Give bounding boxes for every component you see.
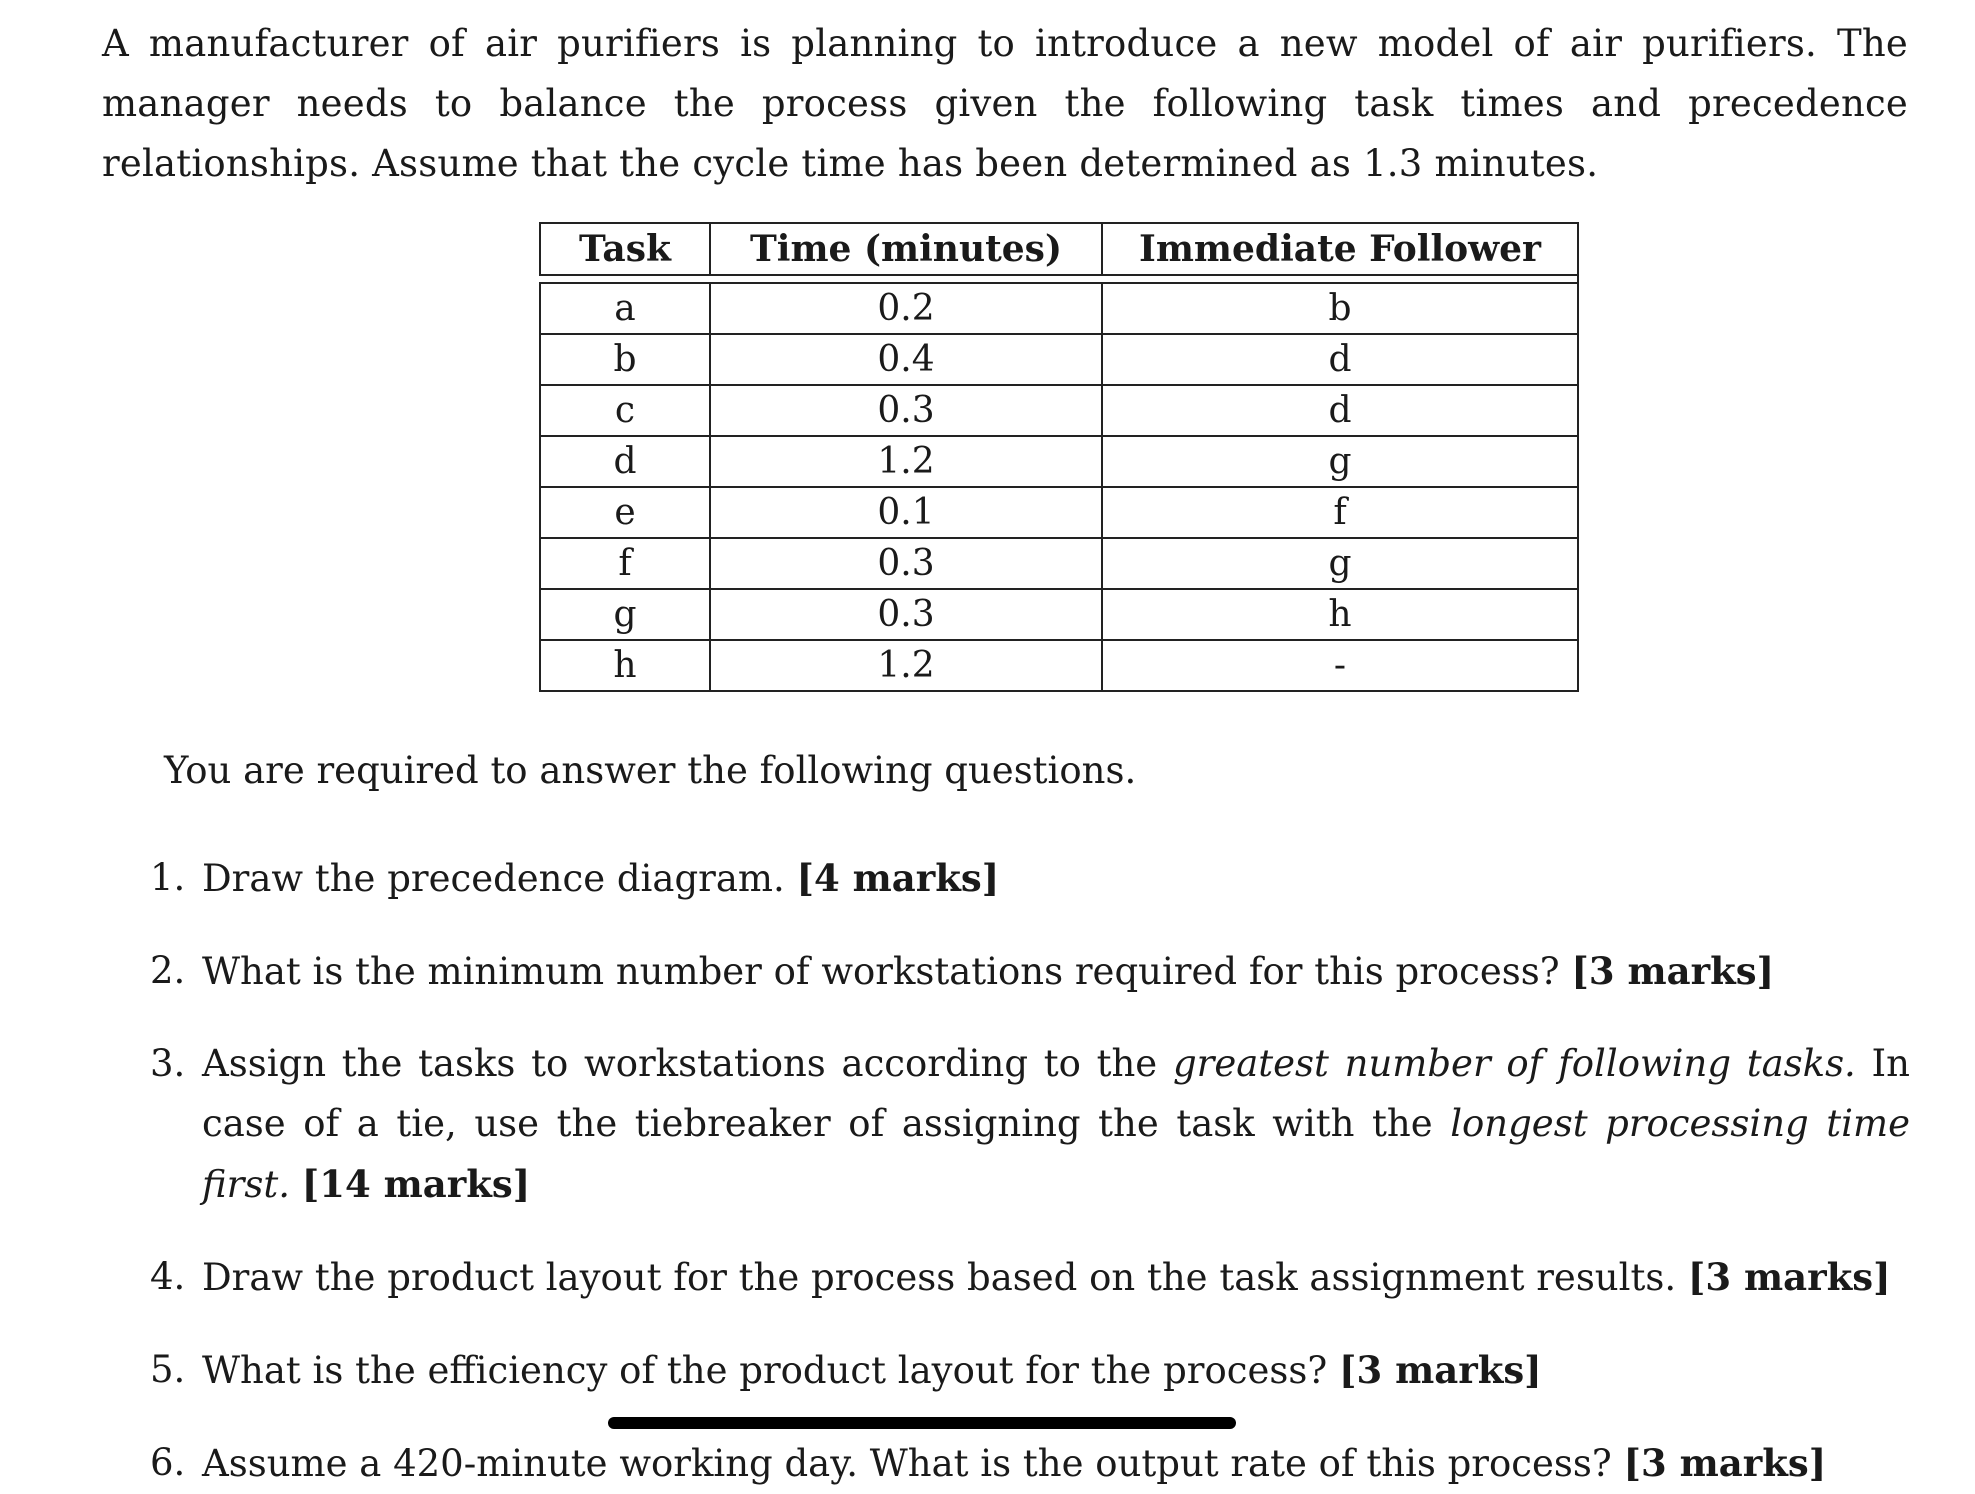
cell-follower: f [1101, 488, 1579, 539]
cell-task: a [539, 282, 709, 335]
task-table-container [539, 222, 1579, 692]
question-marks: [3 marks] [1623, 1441, 1827, 1485]
cell-time: 0.4 [709, 335, 1101, 386]
question-text: Assume a 420-minute working day. What is the output rate of this process? [202, 1442, 1612, 1485]
table-row [539, 641, 1579, 692]
question-list [150, 848, 1910, 1494]
table-row [539, 590, 1579, 641]
task-table [539, 222, 1579, 692]
question-marks: [3 marks] [1571, 949, 1775, 993]
intro-paragraph: A manufacturer of air purifiers is planning to introduce a new model of air purifiers. The manager needs to balance the process given the following task times and precedence relationships. Assume that the cycle time has been determined as 1.3 minutes. [102, 22, 1908, 185]
question-text: What is the efficiency of the product layout for the process? [202, 1349, 1328, 1392]
cell-follower: g [1101, 437, 1579, 488]
question-number: 4. [150, 1255, 186, 1298]
cell-time: 0.3 [709, 590, 1101, 641]
question-marks: [4 marks] [796, 856, 1000, 900]
cell-time: 1.2 [709, 641, 1101, 692]
question-number: 3. [150, 1042, 186, 1085]
question-text: Draw the product layout for the process based on the task assignment results. [202, 1256, 1677, 1299]
question-item [150, 848, 1910, 909]
cell-task: c [539, 386, 709, 437]
table-row [539, 539, 1579, 590]
question-number: 1. [150, 856, 186, 899]
table-row [539, 282, 1579, 335]
cell-follower: h [1101, 590, 1579, 641]
question-number: 2. [150, 949, 186, 992]
question-item [150, 1340, 1910, 1401]
table-header-row [539, 222, 1579, 276]
cell-task: d [539, 437, 709, 488]
cell-task: b [539, 335, 709, 386]
table-row [539, 437, 1579, 488]
cell-time: 1.2 [709, 437, 1101, 488]
cell-follower: d [1101, 335, 1579, 386]
question-item [150, 1247, 1910, 1308]
question-number: 6. [150, 1441, 186, 1484]
header-task: Task [539, 222, 709, 276]
cell-task: g [539, 590, 709, 641]
cell-task: f [539, 539, 709, 590]
cell-follower: - [1101, 641, 1579, 692]
question-item [150, 1034, 1910, 1215]
question-item [150, 1433, 1910, 1494]
cell-time: 0.3 [709, 386, 1101, 437]
question-emphasis: longest processing time first. [202, 1102, 1910, 1206]
header-follower: Immediate Follower [1101, 222, 1579, 276]
cell-time: 0.1 [709, 488, 1101, 539]
cell-task: h [539, 641, 709, 692]
question-item [150, 941, 1910, 1002]
scroll-indicator[interactable] [608, 1417, 1236, 1429]
question-emphasis: greatest number of following tasks. [1172, 1042, 1856, 1085]
question-marks: [14 marks] [301, 1162, 531, 1206]
question-number: 5. [150, 1348, 186, 1391]
cell-follower: b [1101, 282, 1579, 335]
question-text: In case of a tie, use the tiebreaker of assigning the task with the [202, 1042, 1910, 1145]
question-marks: [3 marks] [1687, 1255, 1891, 1299]
cell-time: 0.2 [709, 282, 1101, 335]
table-row [539, 335, 1579, 386]
instructions-text: You are required to answer the following questions. [164, 749, 1137, 792]
cell-task: e [539, 488, 709, 539]
question-marks: [3 marks] [1338, 1348, 1542, 1392]
question-text: Assign the tasks to workstations according to the [202, 1042, 1158, 1085]
cell-follower: g [1101, 539, 1579, 590]
question-text: What is the minimum number of workstations required for this process? [202, 950, 1560, 993]
cell-time: 0.3 [709, 539, 1101, 590]
table-row [539, 488, 1579, 539]
question-text: Draw the precedence diagram. [202, 857, 785, 900]
header-time: Time (minutes) [709, 222, 1101, 276]
table-row [539, 386, 1579, 437]
cell-follower: d [1101, 386, 1579, 437]
